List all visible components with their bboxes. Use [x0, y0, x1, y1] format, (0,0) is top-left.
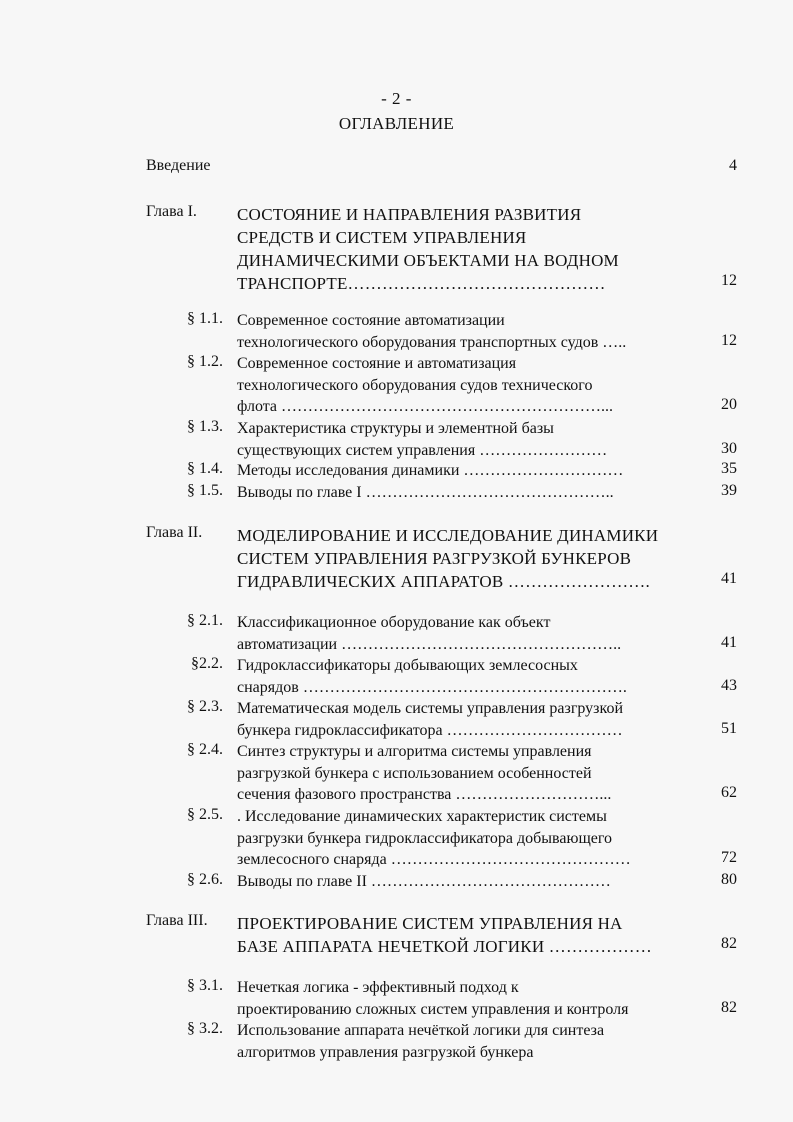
toc-page-number: 72	[721, 849, 737, 866]
toc-entry-line: снарядов …………………………………………………….	[237, 678, 627, 696]
toc-intro-label: Введение	[146, 157, 211, 174]
toc-entry-line: Характеристика структуры и элементной базы	[237, 420, 554, 437]
toc-entry-text	[237, 977, 692, 1020]
toc-entry-line: Гидроклассификаторы добывающих землесосных	[237, 657, 578, 674]
toc-page-number: 82	[721, 998, 737, 1016]
toc-entry-text	[237, 418, 692, 461]
toc-entry-text	[237, 698, 692, 741]
toc-entry-line: землесосного снаряда ………………………………………	[237, 851, 631, 868]
page-number: - 2 -	[381, 89, 412, 108]
toc-entry-label: § 3.1.	[187, 977, 223, 994]
toc-entry-text	[237, 524, 692, 593]
toc-entry-label: §2.2.	[191, 655, 223, 672]
toc-entry-line: . Исследование динамических характеристик системы	[237, 808, 607, 825]
toc-entry-line: Использование аппарата нечёткой логики для синтеза	[237, 1022, 605, 1039]
toc-entry-line: технологического оборудования судов технического	[237, 376, 593, 394]
toc-entry-text	[237, 203, 692, 295]
toc-entry-line: Классификационное оборудование как объект	[237, 614, 551, 631]
toc-entry-line: Синтез структуры и алгоритма системы управления	[237, 743, 592, 760]
toc-entry-label: § 1.5.	[187, 482, 223, 499]
toc-entry-line: Выводы по главе II ………………………………………	[237, 873, 611, 890]
toc-entry-text	[237, 612, 692, 655]
toc-entry-line: проектированию сложных систем управления и контроля	[237, 1000, 629, 1018]
toc-page-number: 30	[721, 439, 737, 457]
toc-page-number: 12	[721, 331, 737, 349]
toc-page-number: 41	[721, 633, 737, 651]
toc-entry-line: существующих систем управления ……………………	[237, 441, 608, 459]
toc-entry-line: технологического оборудования транспортных судов …..	[237, 333, 627, 351]
toc-entry-label: Глава III.	[146, 912, 208, 929]
toc-entry-line: СОСТОЯНИЕ И НАПРАВЛЕНИЯ РАЗВИТИЯ	[237, 205, 582, 224]
toc-entry-text	[237, 871, 692, 893]
toc-entry-text	[237, 482, 692, 504]
toc-entry-text	[237, 460, 692, 482]
toc-page-number: 39	[721, 482, 737, 499]
toc-entry-line: Методы исследования динамики …………………………	[237, 462, 624, 479]
toc-entry-line: ДИНАМИЧЕСКИМИ ОБЪЕКТАМИ НА ВОДНОМ	[237, 251, 619, 270]
toc-entry-line: флота ……………………………………………………...	[237, 398, 614, 415]
toc-entry-label: § 2.1.	[187, 612, 223, 629]
toc-page-number: 51	[721, 719, 737, 737]
toc-entry-text	[237, 912, 692, 958]
toc-entry-label: § 2.6.	[187, 871, 223, 888]
toc-entry-text	[237, 655, 692, 698]
toc-page-number: 35	[721, 460, 737, 477]
toc-page-number: 43	[721, 676, 737, 694]
toc-entry-label: § 1.3.	[187, 418, 223, 435]
toc-page-number: 80	[721, 871, 737, 888]
toc-entry-line: Математическая модель системы управления разгрузкой	[237, 700, 624, 717]
toc-entry-text	[237, 353, 692, 418]
toc-entry-line: МОДЕЛИРОВАНИЕ И ИССЛЕДОВАНИЕ ДИНАМИКИ	[237, 526, 659, 545]
toc-entry-text	[237, 310, 692, 353]
toc-entry-label: § 1.1.	[187, 310, 223, 327]
toc-page-number: 82	[721, 935, 737, 952]
toc-entry-line: Современное состояние и автоматизация	[237, 355, 517, 372]
toc-entry-text	[237, 1020, 692, 1063]
toc-entry-label: § 3.2.	[187, 1020, 223, 1037]
toc-entry-line: БАЗЕ АППАРАТА НЕЧЕТКОЙ ЛОГИКИ ………………	[237, 937, 652, 956]
toc-entry-label: § 2.3.	[187, 698, 223, 715]
toc-entry-line: ТРАНСПОРТЕ………………………………………	[237, 274, 606, 293]
toc-page-number: 41	[721, 570, 737, 587]
toc-entry-line: Современное состояние автоматизации	[237, 312, 505, 329]
toc-entry-label: § 2.5.	[187, 806, 223, 823]
toc-entry-label: Глава II.	[146, 524, 203, 541]
toc-entry-line: сечения фазового пространства ………………………...	[237, 786, 612, 803]
toc-entry-line: СРЕДСТВ И СИСТЕМ УПРАВЛЕНИЯ	[237, 228, 527, 247]
toc-page-number: 20	[721, 396, 737, 413]
toc-entry-line: алгоритмов управления разгрузкой бункера	[237, 1043, 534, 1061]
toc-intro-page: 4	[729, 157, 737, 174]
toc-entry-label: § 1.4.	[187, 460, 223, 477]
toc-entry-label: Глава I.	[146, 203, 197, 220]
toc-entry-line: Выводы по главе I ………………………………………..	[237, 484, 614, 501]
toc-entry-label: § 1.2.	[187, 353, 223, 370]
toc-entry-line: Нечеткая логика - эффективный подход к	[237, 979, 519, 996]
toc-entry-line: ПРОЕКТИРОВАНИЕ СИСТЕМ УПРАВЛЕНИЯ НА	[237, 914, 623, 933]
page-title: ОГЛАВЛЕНИЕ	[338, 114, 455, 133]
toc-page-number: 62	[721, 784, 737, 801]
toc-entry-line: СИСТЕМ УПРАВЛЕНИЯ РАЗГРУЗКОЙ БУНКЕРОВ	[237, 549, 632, 568]
toc-entry-label: § 2.4.	[187, 741, 223, 758]
toc-entry-line: бункера гидроклассификатора ……………………………	[237, 721, 623, 739]
toc-entry-text	[237, 806, 692, 871]
toc-entry-line: автоматизации ……………………………………………..	[237, 635, 622, 653]
toc-entry-line: разгрузкой бункера с использованием особенностей	[237, 764, 592, 782]
toc-page-number: 12	[721, 272, 737, 289]
toc-entry-line: разгрузки бункера гидроклассификатора добывающего	[237, 829, 613, 847]
toc-entry-text	[237, 741, 692, 806]
toc-entry-line: ГИДРАВЛИЧЕСКИХ АППАРАТОВ …………………….	[237, 572, 650, 591]
